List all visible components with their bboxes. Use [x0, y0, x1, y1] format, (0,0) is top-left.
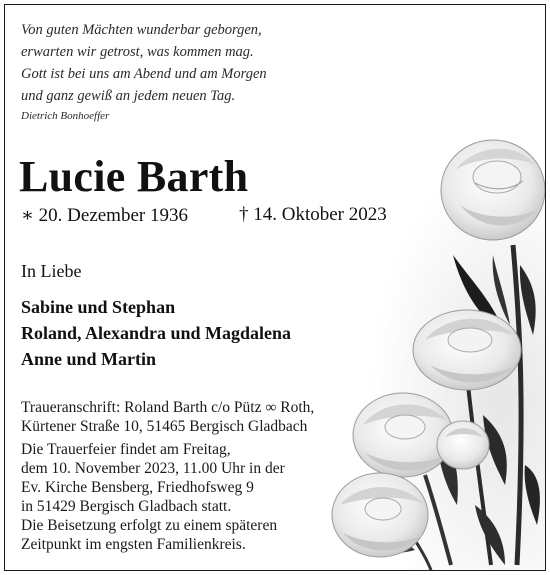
obituary-card — [4, 4, 546, 571]
birth-date: ∗ 20. Dezember 1936 — [21, 205, 188, 226]
mourners-list — [21, 294, 291, 372]
death-date: † 14. Oktober 2023 — [239, 204, 387, 225]
burial-note — [21, 516, 314, 554]
poem-author: Dietrich Bonhoeffer — [21, 110, 110, 122]
mourning-address — [21, 398, 314, 436]
burial-line: Zeitpunkt im engsten Familienkreis. — [21, 536, 246, 553]
life-dates — [21, 204, 421, 227]
mourner-line: Anne und Martin — [21, 349, 157, 369]
poem — [21, 19, 267, 124]
poem-line: erwarten wir getrost, was kommen mag. — [21, 44, 254, 60]
deceased-name: Lucie Barth — [19, 152, 249, 201]
ceremony-line: in 51429 Bergisch Gladbach statt. — [21, 498, 232, 515]
address-line: Traueranschrift: Roland Barth c/o Pütz ∞ Roth, — [21, 399, 315, 416]
funeral-info — [21, 398, 314, 554]
poem-line: und ganz gewiß an jedem neuen Tag. — [21, 88, 236, 104]
poem-line: Von guten Mächten wunderbar geborgen, — [21, 22, 262, 38]
address-line: Kürtener Straße 10, 51465 Bergisch Gladbach — [21, 418, 308, 435]
mourner-line: Sabine und Stephan — [21, 297, 176, 317]
burial-line: Die Beisetzung erfolgt zu einem späteren — [21, 517, 278, 534]
in-liebe-label: In Liebe — [21, 261, 82, 281]
ceremony-line: Ev. Kirche Bensberg, Friedhofsweg 9 — [21, 479, 254, 496]
ceremony-line: dem 10. November 2023, 11.00 Uhr in der — [21, 460, 285, 477]
mourner-line: Roland, Alexandra und Magdalena — [21, 323, 292, 343]
ceremony-line: Die Trauerfeier findet am Freitag, — [21, 441, 231, 458]
poem-line: Gott ist bei uns am Abend und am Morgen — [21, 66, 267, 82]
ceremony-details — [21, 440, 314, 516]
